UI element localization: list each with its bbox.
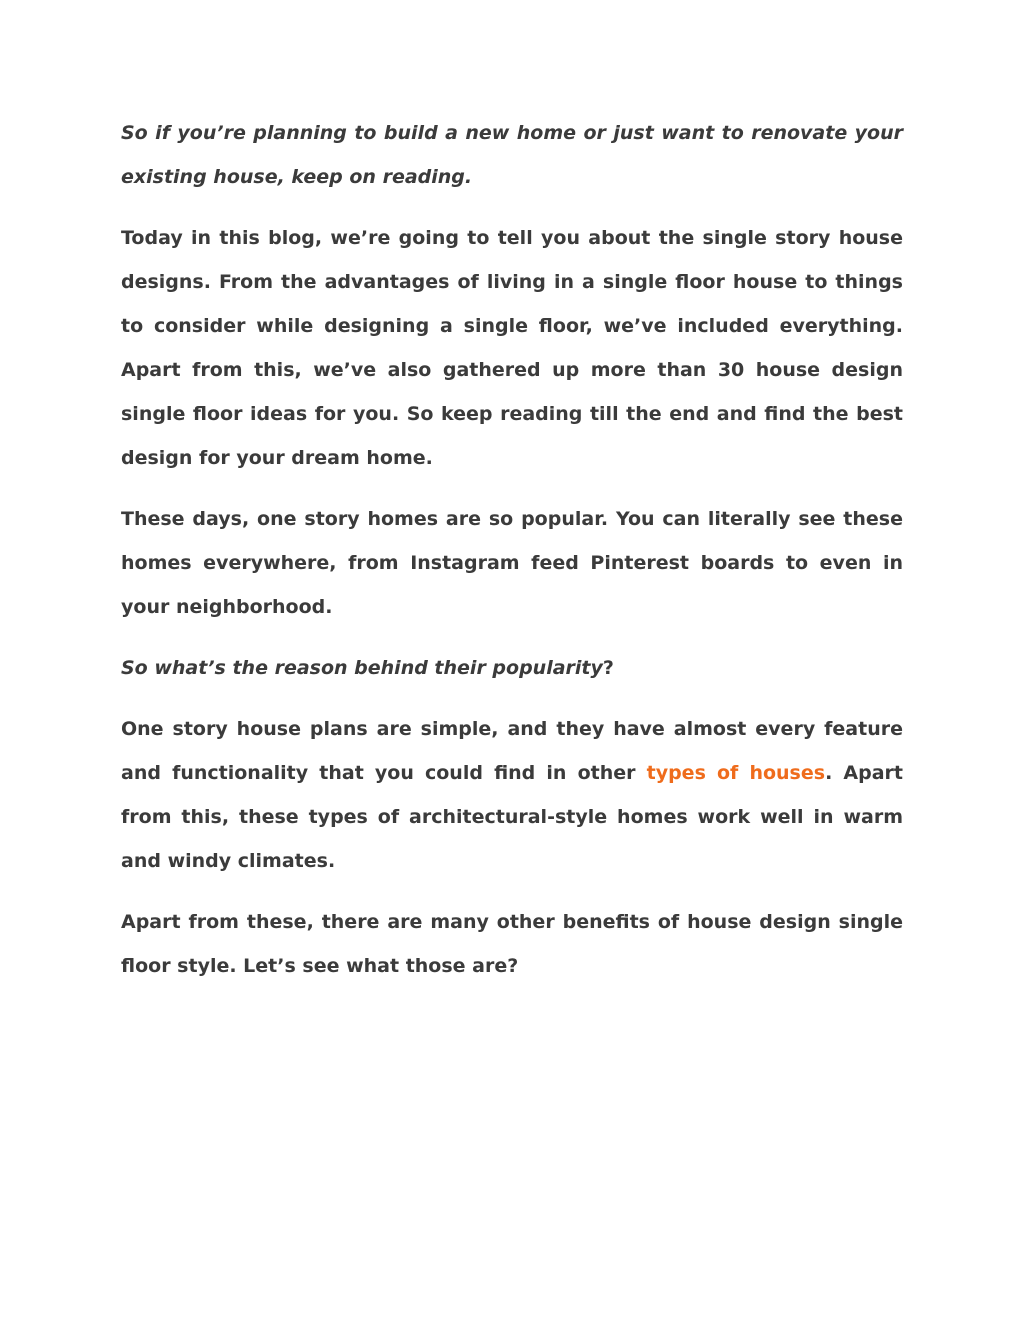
features-paragraph — [121, 707, 903, 883]
question-mark: ? — [602, 657, 614, 679]
benefits-paragraph: Apart from these, there are many other benefits of house design single floor style. Let’s see what those are? — [121, 911, 903, 977]
intro-paragraph: So if you’re planning to build a new home or just want to renovate your existing house, keep on reading. — [121, 122, 903, 188]
types-of-houses-link[interactable]: types of houses — [646, 762, 826, 784]
popularity-paragraph: These days, one story homes are so popular. You can literally see these homes everywhere, from Instagram feed Pinterest boards to even in your neighborhood. — [121, 508, 903, 618]
question-paragraph — [121, 646, 903, 690]
question-text: So what’s the reason behind their popularity — [121, 657, 603, 679]
features-text-before-link: One story house plans are simple, and they have almost every feature and functionality that you could find in other — [121, 718, 903, 784]
document-page — [121, 111, 903, 1005]
features-text-after-link: . Apart from this, these types of architectural-style homes work well in warm and windy climates. — [121, 762, 903, 872]
blog-overview-paragraph: Today in this blog, we’re going to tell you about the single story house designs. From the advantages of living in a single floor house to things to consider while designing a single floor, we’ve included everything. Apart from this, we’ve also gathered up more than 30 house design single floor ideas for you. So keep reading till the end and find the best design for your dream home. — [121, 227, 903, 469]
